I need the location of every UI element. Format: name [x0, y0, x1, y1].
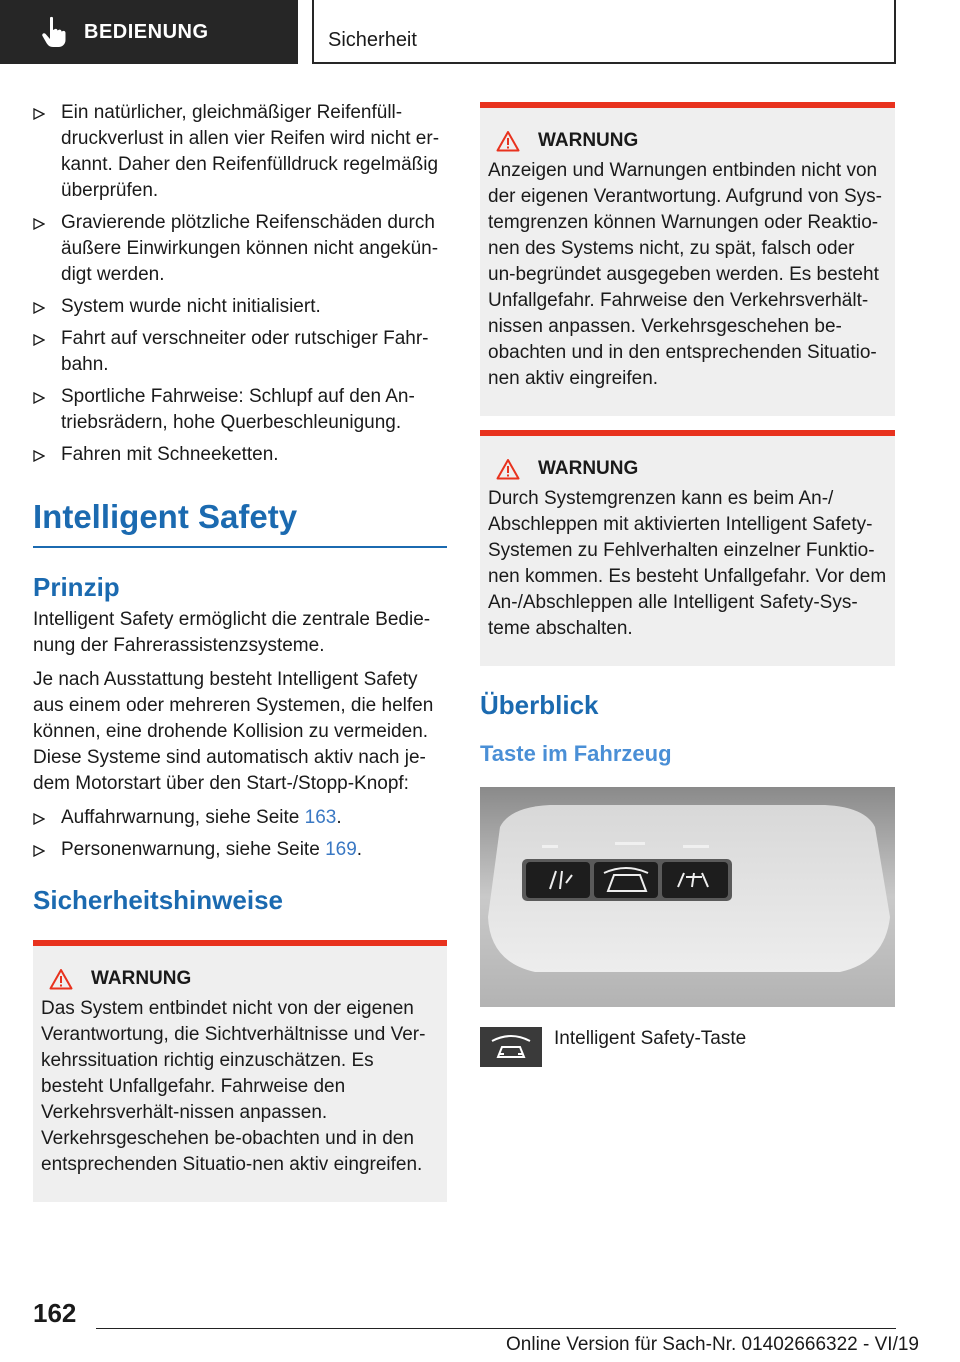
section-header — [312, 0, 896, 64]
car-front-icon — [488, 1033, 534, 1061]
bullet-triangle-icon — [33, 813, 45, 825]
prinzip-paragraph-2: Je nach Ausstattung besteht Intelligent Safety aus einem oder mehreren Systemen, die helfen können, eine drohende Kollision zu vermeiden. Diese Systeme sind automatisch aktiv nach je-dem Motorstart über den Start-/Stopp-Knopf: — [33, 669, 434, 794]
footer-online-version: Online Version für Sach-Nr. 01402666322 - VI/19 — [506, 1334, 919, 1355]
warning-box — [480, 430, 895, 666]
system-list — [33, 805, 447, 863]
safety-heading: Sicherheitshinweise — [33, 885, 283, 915]
bullet-triangle-icon — [33, 845, 45, 857]
page-link-169[interactable]: 169 — [325, 839, 357, 860]
overview-heading: Überblick — [480, 690, 599, 720]
prinzip-paragraph-1: Intelligent Safety ermöglicht die zentrale Bedie-nung der Fahrerassistenzsysteme. — [33, 609, 431, 656]
bullet-triangle-icon — [33, 334, 45, 346]
list-item: Gravierende plötzliche Reifenschäden durch äußere Einwirkungen können nicht angekün-digt werden. — [33, 210, 447, 288]
bullet-triangle-icon — [33, 218, 45, 230]
chapter-tab — [0, 0, 298, 64]
bullet-triangle-icon — [33, 302, 45, 314]
chapter-label: BEDIENUNG — [84, 20, 209, 43]
button-panel-photo — [480, 787, 895, 1007]
list-item: Ein natürlicher, gleichmäßiger Reifenfüll-druckverlust in allen vier Reifen wird nicht er-kannt. Daher den Reifenfülldruck regelmäßig überprüfen. — [33, 100, 447, 204]
bullet-triangle-icon — [33, 108, 45, 120]
right-column — [480, 102, 895, 1067]
warning-triangle-icon — [49, 968, 73, 990]
list-item: Auffahrwarnung, siehe Seite 163. — [33, 805, 447, 831]
bullet-triangle-icon — [33, 450, 45, 462]
warning-box — [480, 102, 895, 416]
intelligent-safety-button-icon — [480, 1027, 542, 1067]
warning-text: Anzeigen und Warnungen entbinden nicht von der eigenen Verantwortung. Aufgrund von Sys-temgrenzen können Warnungen oder Reaktio-nen des Systems nicht, zu spät, falsch oder un-begründet ausgegeben werden. Es besteht Unfallgefahr. Fahrweise den Verkehrsverhält-nissen anpassen. Verkehrsgeschehen be-obachten und in den entsprechenden Situatio-nen aktiv eingreifen. — [488, 160, 882, 389]
page-number: 162 — [33, 1298, 77, 1328]
warning-title: WARNUNG — [538, 458, 639, 479]
list-item: Personenwarnung, siehe Seite 169. — [33, 837, 447, 863]
page-link-163[interactable]: 163 — [304, 807, 337, 828]
warning-triangle-icon — [496, 458, 520, 480]
warning-header — [496, 130, 887, 152]
button-heading: Taste im Fahrzeug — [480, 741, 672, 766]
warning-title: WARNUNG — [91, 968, 192, 989]
legend-label: Intelligent Safety-Taste — [554, 1028, 747, 1049]
legend-row — [480, 1027, 895, 1067]
prinzip-heading: Prinzip — [33, 572, 120, 602]
list-item: Fahren mit Schneeketten. — [33, 442, 447, 468]
bullet-triangle-icon — [33, 392, 45, 404]
list-item: Sportliche Fahrweise: Schlupf auf den An-triebsrädern, hohe Querbeschleunigung. — [33, 384, 447, 436]
section-label: Sicherheit — [328, 29, 417, 51]
list-item: Fahrt auf verschneiter oder rutschiger Fahr-bahn. — [33, 326, 447, 378]
warning-title: WARNUNG — [538, 130, 639, 151]
limitation-list — [33, 100, 447, 468]
footer-divider — [96, 1328, 896, 1329]
left-column — [33, 100, 447, 1202]
warning-triangle-icon — [496, 130, 520, 152]
list-item: System wurde nicht initialisiert. — [33, 294, 447, 320]
warning-box — [33, 940, 447, 1202]
warning-header — [49, 968, 439, 990]
warning-text: Das System entbindet nicht von der eigenen Verantwortung, die Sichtverhältnisse und Ver-kehrssituation richtig einzuschätzen. Es besteht Unfallgefahr. Fahrweise den Verkehrsverhält-nissen anpassen. Verkehrsgeschehen be-obachten und in den entsprechenden Situatio-nen aktiv eingreifen. — [41, 998, 426, 1175]
hand-pointer-icon — [40, 16, 68, 48]
warning-header — [496, 458, 887, 480]
page-title: Intelligent Safety — [33, 498, 447, 548]
warning-text: Durch Systemgrenzen kann es beim An-/ Abschleppen mit aktivierten Intelligent Safety-Systemen zu Fehlverhalten einzelner Funktio-nen kommen. Es besteht Unfallgefahr. Vor dem An-/Abschleppen alle Intelligent Safety-Sys-teme abschalten. — [488, 488, 887, 639]
